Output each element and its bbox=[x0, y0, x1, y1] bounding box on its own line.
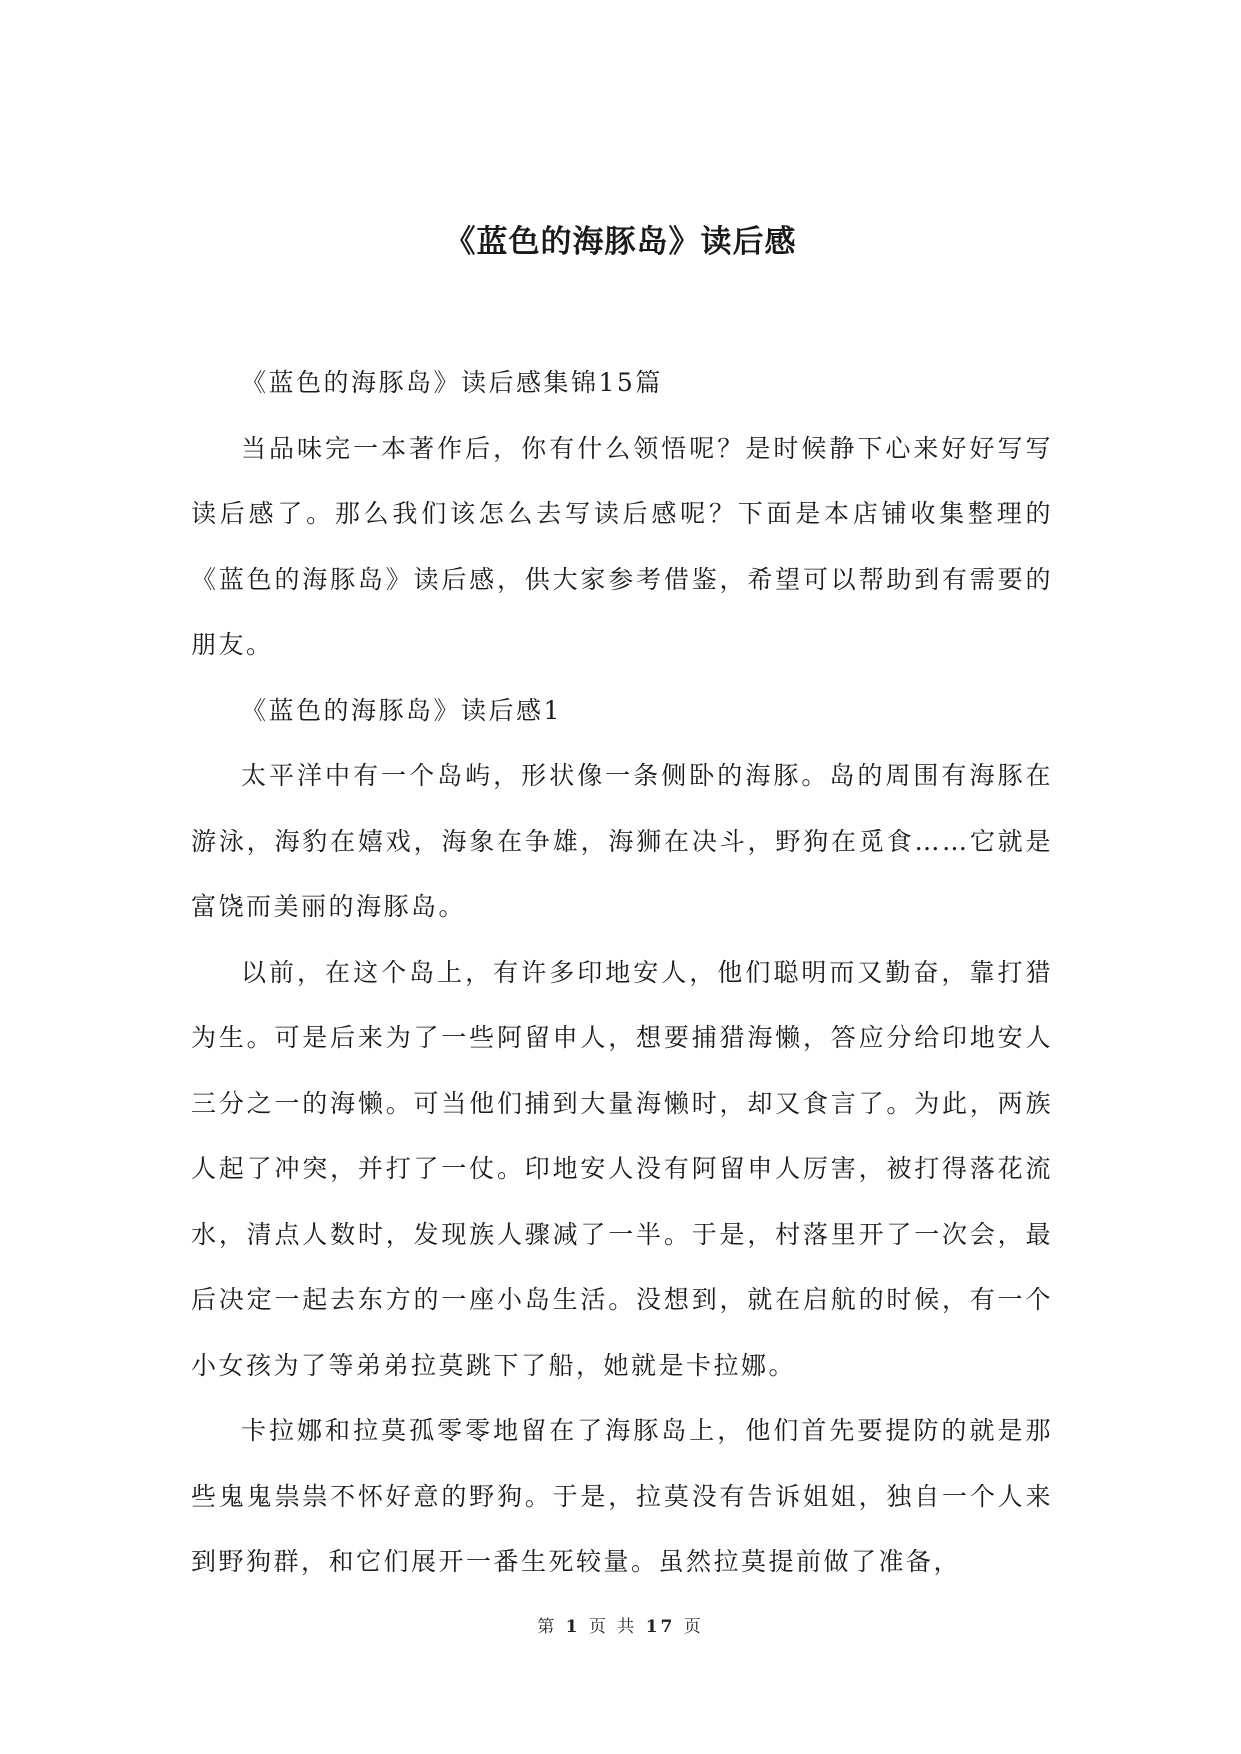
body-paragraph: 卡拉娜和拉莫孤零零地留在了海豚岛上，他们首先要提防的就是那些鬼鬼祟祟不怀好意的野狗。于是，拉莫没有告诉姐姐，独自一个人来到野狗群，和它们展开一番生死较量。虽然拉莫提前做了准备， bbox=[191, 1416, 1053, 1576]
page-footer bbox=[0, 1612, 1241, 1637]
document-body bbox=[191, 350, 1053, 1595]
total-page-count: 17 bbox=[645, 1617, 676, 1637]
footer-suffix: 页 bbox=[683, 1617, 704, 1637]
intro-paragraph: 当品味完一本著作后，你有什么领悟呢？是时候静下心来好好写写读后感了。那么我们该怎么去写读后感呢？下面是本店铺收集整理的《蓝色的海豚岛》读后感，供大家参考借鉴，希望可以帮助到有需要的朋友。 bbox=[191, 433, 1053, 659]
footer-middle: 页 共 bbox=[588, 1617, 638, 1637]
document-title: 《蓝色的海豚岛》读后感 bbox=[444, 224, 797, 260]
subtitle-paragraph: 《蓝色的海豚岛》读后感集锦15篇 bbox=[241, 368, 663, 397]
section-heading: 《蓝色的海豚岛》读后感1 bbox=[241, 695, 562, 725]
current-page-number: 1 bbox=[565, 1617, 581, 1637]
body-paragraph: 以前，在这个岛上，有许多印地安人，他们聪明而又勤奋，靠打猎为生。可是后来为了一些阿留申人，想要捕猎海懒，答应分给印地安人三分之一的海懒。可当他们捕到大量海懒时，却又食言了。为此，两族人起了冲突，并打了一仗。印地安人没有阿留申人厉害，被打得落花流水，清点人数时，发现族人骤减了一半。于是，村落里开了一次会，最后决定一起去东方的一座小岛生活。没想到，就在启航的时候，有一个小女孩为了等弟弟拉莫跳下了船，她就是卡拉娜。 bbox=[191, 957, 1053, 1380]
footer-prefix: 第 bbox=[537, 1617, 558, 1637]
body-paragraph: 太平洋中有一个岛屿，形状像一条侧卧的海豚。岛的周围有海豚在游泳，海豹在嬉戏，海象在争雄，海狮在决斗，野狗在觅食……它就是富饶而美丽的海豚岛。 bbox=[191, 761, 1053, 921]
